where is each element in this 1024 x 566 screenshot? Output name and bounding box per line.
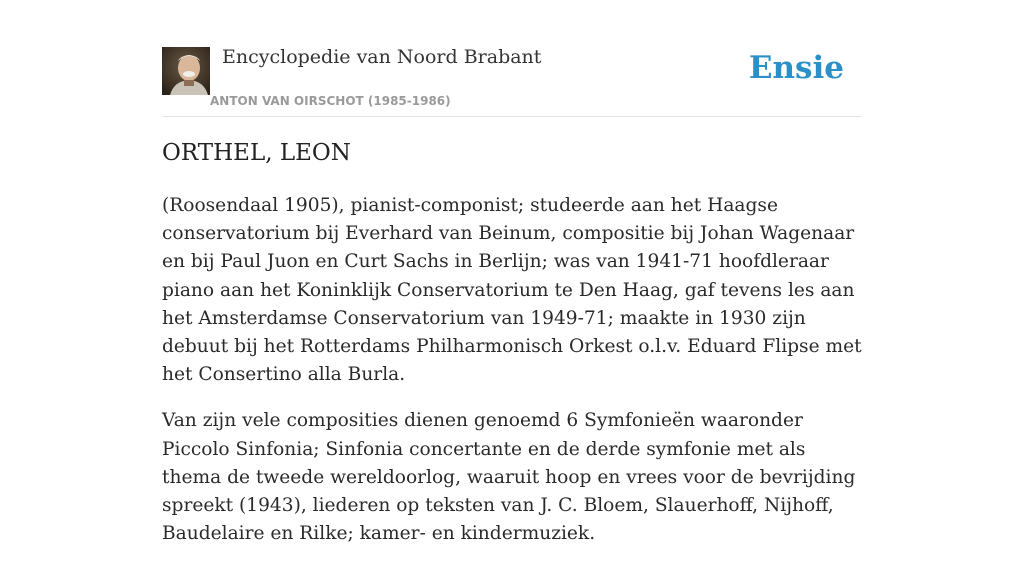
source-title[interactable]: Encyclopedie van Noord Brabant [222, 46, 542, 68]
author-avatar[interactable] [162, 47, 210, 95]
article-body [162, 192, 866, 566]
article-paragraph: (Roosendaal 1905), pianist-componist; studeerde aan het Haagse conservatorium bij Everhard van Beinum, compositie bij Johan Wagenaar en bij Paul Juon en Curt Sachs in Berlijn; was van 1941-71 hoofdleraar piano aan het Koninklijk Conservatorium te Den Haag, gaf tevens les aan het Amsterdamse Conservatorium van 1949-71; maakte in 1930 zijn debuut bij het Rotterdams Philharmonisch Orkest o.l.v. Eduard Flipse met het Consertino alla Burla. [162, 195, 862, 386]
author-portrait-icon [162, 47, 210, 95]
ensie-logo[interactable]: Ensie [748, 50, 844, 86]
article-paragraph: Van zijn vele composities dienen genoemd 6 Symfonieën waaronder Piccolo Sinfonia; Sinfonia concertante en de derde symfonie met als thema de tweede wereldoorlog, waaruit hoop en vrees voor de bevrijding spreekt (1943), liederen op teksten van J. C. Bloem, Slauerhoff, Nijhoff, Baudelaire en Rilke; kamer- en kindermuziek. [162, 410, 856, 545]
author-name[interactable]: ANTON VAN OIRSCHOT (1985-1986) [210, 94, 451, 108]
entry-title: ORTHEL, LEON [162, 140, 351, 166]
source-header [162, 44, 862, 117]
